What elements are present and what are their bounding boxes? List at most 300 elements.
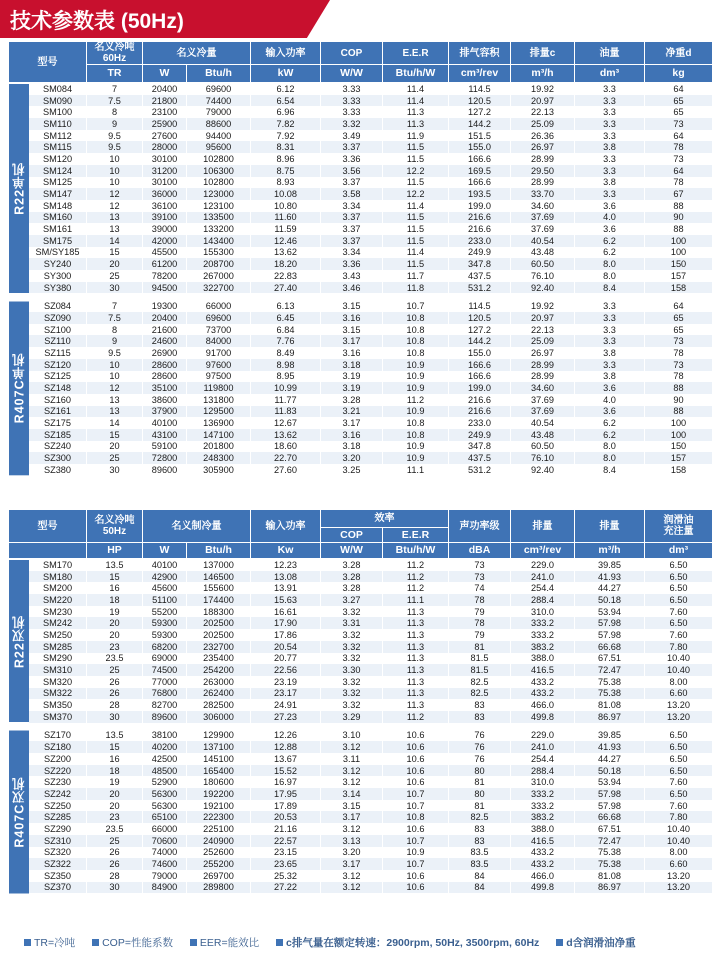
value-cell: 6.50	[645, 559, 713, 571]
value-cell: 8.98	[251, 359, 321, 371]
value-cell: 40.54	[511, 235, 575, 247]
model-cell: SM120	[29, 153, 87, 165]
value-cell: 7.76	[251, 335, 321, 347]
value-cell: 53.94	[575, 776, 645, 788]
value-cell: 88	[645, 382, 713, 394]
value-cell: 3.32	[321, 653, 383, 665]
model-cell: SM370	[29, 711, 87, 723]
table-row	[9, 417, 713, 429]
header-displacement: 排量	[511, 510, 575, 543]
value-cell: 11.5	[383, 223, 449, 235]
value-cell: 3.32	[321, 676, 383, 688]
value-cell: 383.2	[511, 811, 575, 823]
group-separator	[9, 293, 713, 300]
value-cell: 249.9	[449, 247, 511, 259]
value-cell: 6.84	[251, 324, 321, 336]
value-cell: 333.2	[511, 800, 575, 812]
value-cell: 28600	[143, 359, 187, 371]
value-cell: 12	[87, 200, 143, 212]
table-row	[9, 282, 713, 294]
value-cell: 150	[645, 258, 713, 270]
value-cell: 78	[645, 141, 713, 153]
value-cell: 22.83	[251, 270, 321, 282]
footnotes	[24, 935, 714, 949]
value-cell: 3.28	[321, 571, 383, 583]
value-cell: 151.5	[449, 130, 511, 142]
bullet-square-icon	[276, 939, 283, 946]
value-cell: 57.98	[575, 800, 645, 812]
value-cell: 20.97	[511, 95, 575, 107]
value-cell: 11.77	[251, 394, 321, 406]
value-cell: 94500	[143, 282, 187, 294]
value-cell: 20400	[143, 312, 187, 324]
value-cell: 10.9	[383, 847, 449, 859]
value-cell: 30	[87, 711, 143, 723]
value-cell: 3.16	[321, 347, 383, 359]
value-cell: 233.0	[449, 235, 511, 247]
table-row	[9, 212, 713, 224]
value-cell: 13.67	[251, 753, 321, 765]
value-cell: 20.53	[251, 811, 321, 823]
value-cell: 26	[87, 688, 143, 700]
value-cell: 74500	[143, 664, 187, 676]
model-cell: SY380	[29, 282, 87, 294]
value-cell: 433.2	[511, 858, 575, 870]
table-row	[9, 882, 713, 894]
value-cell: 208700	[187, 258, 251, 270]
value-cell: 11.4	[383, 247, 449, 259]
value-cell: 269700	[187, 870, 251, 882]
model-cell: SY240	[29, 258, 87, 270]
value-cell: 12.46	[251, 235, 321, 247]
value-cell: 88	[645, 223, 713, 235]
table-row	[9, 699, 713, 711]
model-cell: SM147	[29, 188, 87, 200]
value-cell: 33.70	[511, 188, 575, 200]
refrigerant-group-label: R22双机	[9, 559, 29, 723]
value-cell: 37.69	[511, 212, 575, 224]
value-cell: 3.3	[575, 106, 645, 118]
header-flow: 排量c	[511, 42, 575, 65]
value-cell: 82.5	[449, 811, 511, 823]
value-cell: 144.2	[449, 335, 511, 347]
value-cell: 21800	[143, 95, 187, 107]
value-cell: 16.61	[251, 606, 321, 618]
table-row	[9, 858, 713, 870]
value-cell: 17.86	[251, 629, 321, 641]
value-cell: 17.89	[251, 800, 321, 812]
table-row	[9, 141, 713, 153]
table-row	[9, 688, 713, 700]
value-cell: 37.69	[511, 406, 575, 418]
value-cell: 10.40	[645, 823, 713, 835]
value-cell: 91700	[187, 347, 251, 359]
value-cell: 60.50	[511, 258, 575, 270]
table-row	[9, 106, 713, 118]
value-cell: 10.9	[383, 452, 449, 464]
value-cell: 13	[87, 223, 143, 235]
value-cell: 347.8	[449, 258, 511, 270]
value-cell: 27600	[143, 130, 187, 142]
value-cell: 127.2	[449, 324, 511, 336]
table-row	[9, 653, 713, 665]
value-cell: 16.97	[251, 776, 321, 788]
value-cell: 26	[87, 847, 143, 859]
value-cell: 10	[87, 165, 143, 177]
value-cell: 3.15	[321, 324, 383, 336]
model-cell: SM320	[29, 676, 87, 688]
value-cell: 42000	[143, 235, 187, 247]
value-cell: 114.5	[449, 83, 511, 95]
value-cell: 3.37	[321, 212, 383, 224]
value-cell: 26900	[143, 347, 187, 359]
unit-kw: kW	[251, 65, 321, 83]
value-cell: 20	[87, 629, 143, 641]
value-cell: 8.00	[645, 847, 713, 859]
table-row	[9, 394, 713, 406]
value-cell: 229.0	[511, 559, 575, 571]
value-cell: 40100	[143, 417, 187, 429]
value-cell: 13.20	[645, 699, 713, 711]
header-net-weight: 净重d	[645, 42, 713, 65]
value-cell: 8.0	[575, 270, 645, 282]
value-cell: 13.5	[87, 730, 143, 742]
value-cell: 3.49	[321, 130, 383, 142]
value-cell: 143400	[187, 235, 251, 247]
value-cell: 3.13	[321, 835, 383, 847]
value-cell: 83	[449, 835, 511, 847]
value-cell: 174400	[187, 594, 251, 606]
separator-cell	[9, 293, 713, 300]
value-cell: 35100	[143, 382, 187, 394]
value-cell: 26	[87, 676, 143, 688]
value-cell: 3.6	[575, 406, 645, 418]
value-cell: 10	[87, 359, 143, 371]
value-cell: 76	[449, 753, 511, 765]
value-cell: 40.54	[511, 417, 575, 429]
value-cell: 3.6	[575, 200, 645, 212]
value-cell: 74400	[187, 95, 251, 107]
value-cell: 158	[645, 282, 713, 294]
value-cell: 531.2	[449, 464, 511, 476]
value-cell: 289800	[187, 882, 251, 894]
table-row	[9, 730, 713, 742]
value-cell: 114.5	[449, 300, 511, 312]
value-cell: 499.8	[511, 711, 575, 723]
unit-btuh: Btu/h	[187, 65, 251, 83]
value-cell: 6.2	[575, 247, 645, 259]
value-cell: 7.5	[87, 312, 143, 324]
header-eer: E.E.R	[383, 42, 449, 65]
value-cell: 37.69	[511, 394, 575, 406]
value-cell: 19300	[143, 300, 187, 312]
value-cell: 10.8	[383, 811, 449, 823]
value-cell: 28.99	[511, 177, 575, 189]
unit-m3h: m³/h	[575, 543, 645, 559]
value-cell: 6.50	[645, 594, 713, 606]
value-cell: 232700	[187, 641, 251, 653]
value-cell: 82700	[143, 699, 187, 711]
model-cell: SZ120	[29, 359, 87, 371]
unit-kw: Kw	[251, 543, 321, 559]
value-cell: 169.5	[449, 165, 511, 177]
value-cell: 82.5	[449, 688, 511, 700]
value-cell: 3.6	[575, 223, 645, 235]
model-cell: SM090	[29, 95, 87, 107]
model-cell: SM160	[29, 212, 87, 224]
value-cell: 157	[645, 452, 713, 464]
model-cell: SZ160	[29, 394, 87, 406]
value-cell: 100	[645, 247, 713, 259]
value-cell: 27.23	[251, 711, 321, 723]
value-cell: 89600	[143, 711, 187, 723]
header-input-power: 输入功率	[251, 510, 321, 543]
value-cell: 11.3	[383, 664, 449, 676]
value-cell: 6.50	[645, 617, 713, 629]
value-cell: 3.32	[321, 688, 383, 700]
value-cell: 7.80	[645, 811, 713, 823]
value-cell: 88	[645, 406, 713, 418]
value-cell: 79	[449, 629, 511, 641]
unit-ww: W/W	[321, 65, 383, 83]
value-cell: 20	[87, 788, 143, 800]
value-cell: 9	[87, 118, 143, 130]
value-cell: 24600	[143, 335, 187, 347]
value-cell: 19	[87, 776, 143, 788]
value-cell: 78200	[143, 270, 187, 282]
value-cell: 146500	[187, 571, 251, 583]
value-cell: 6.45	[251, 312, 321, 324]
model-cell: SM100	[29, 106, 87, 118]
value-cell: 15	[87, 741, 143, 753]
value-cell: 241.0	[511, 571, 575, 583]
value-cell: 3.32	[321, 699, 383, 711]
value-cell: 333.2	[511, 629, 575, 641]
value-cell: 8.4	[575, 464, 645, 476]
value-cell: 79000	[143, 870, 187, 882]
model-cell: SZ380	[29, 464, 87, 476]
model-cell: SM290	[29, 653, 87, 665]
value-cell: 3.46	[321, 282, 383, 294]
value-cell: 3.32	[321, 629, 383, 641]
value-cell: 166.6	[449, 177, 511, 189]
table-row	[9, 464, 713, 476]
value-cell: 3.30	[321, 664, 383, 676]
value-cell: 25900	[143, 118, 187, 130]
value-cell: 10.40	[645, 664, 713, 676]
value-cell: 254.4	[511, 753, 575, 765]
value-cell: 28	[87, 870, 143, 882]
unit-w: W	[143, 65, 187, 83]
value-cell: 3.37	[321, 235, 383, 247]
value-cell: 10.6	[383, 823, 449, 835]
value-cell: 28	[87, 699, 143, 711]
value-cell: 19.92	[511, 300, 575, 312]
value-cell: 81.5	[449, 653, 511, 665]
value-cell: 11.4	[383, 95, 449, 107]
value-cell: 6.50	[645, 571, 713, 583]
value-cell: 3.16	[321, 429, 383, 441]
table-row	[9, 382, 713, 394]
value-cell: 25.32	[251, 870, 321, 882]
value-cell: 3.20	[321, 452, 383, 464]
value-cell: 57.98	[575, 629, 645, 641]
value-cell: 34.60	[511, 382, 575, 394]
value-cell: 88	[645, 200, 713, 212]
unit-blank	[9, 543, 87, 559]
value-cell: 39100	[143, 212, 187, 224]
table-row	[9, 776, 713, 788]
value-cell: 59300	[143, 629, 187, 641]
model-cell: SZ115	[29, 347, 87, 359]
value-cell: 60.50	[511, 441, 575, 453]
value-cell: 145100	[187, 753, 251, 765]
table-row	[9, 406, 713, 418]
value-cell: 15.63	[251, 594, 321, 606]
value-cell: 20	[87, 441, 143, 453]
value-cell: 100	[645, 417, 713, 429]
value-cell: 21600	[143, 324, 187, 336]
value-cell: 27.60	[251, 464, 321, 476]
value-cell: 75.38	[575, 676, 645, 688]
value-cell: 74000	[143, 847, 187, 859]
table-row	[9, 371, 713, 383]
value-cell: 50.18	[575, 594, 645, 606]
value-cell: 66.68	[575, 811, 645, 823]
value-cell: 64	[645, 165, 713, 177]
table-row	[9, 870, 713, 882]
value-cell: 288.4	[511, 765, 575, 777]
table-row	[9, 741, 713, 753]
value-cell: 40200	[143, 741, 187, 753]
table-row	[9, 165, 713, 177]
value-cell: 19	[87, 606, 143, 618]
value-cell: 499.8	[511, 882, 575, 894]
value-cell: 41.93	[575, 741, 645, 753]
model-cell: SM250	[29, 629, 87, 641]
value-cell: 12.23	[251, 559, 321, 571]
table-row	[9, 312, 713, 324]
model-cell: SZ161	[29, 406, 87, 418]
model-cell: SM180	[29, 571, 87, 583]
value-cell: 10.8	[383, 417, 449, 429]
value-cell: 65	[645, 106, 713, 118]
bullet-square-icon	[24, 939, 31, 946]
value-cell: 10.6	[383, 741, 449, 753]
value-cell: 202500	[187, 617, 251, 629]
value-cell: 282500	[187, 699, 251, 711]
value-cell: 3.36	[321, 258, 383, 270]
table-row	[9, 118, 713, 130]
value-cell: 7.92	[251, 130, 321, 142]
value-cell: 12	[87, 382, 143, 394]
table-row	[9, 223, 713, 235]
value-cell: 26.97	[511, 347, 575, 359]
bullet-square-icon	[556, 939, 563, 946]
value-cell: 83	[449, 823, 511, 835]
value-cell: 11.3	[383, 617, 449, 629]
model-cell: SZ285	[29, 811, 87, 823]
model-cell: SM110	[29, 118, 87, 130]
value-cell: 79	[449, 606, 511, 618]
value-cell: 3.12	[321, 741, 383, 753]
value-cell: 3.3	[575, 83, 645, 95]
value-cell: 3.19	[321, 371, 383, 383]
value-cell: 3.33	[321, 95, 383, 107]
value-cell: 48500	[143, 765, 187, 777]
value-cell: 18.60	[251, 441, 321, 453]
value-cell: 3.28	[321, 582, 383, 594]
value-cell: 9.5	[87, 130, 143, 142]
value-cell: 10.40	[645, 653, 713, 665]
value-cell: 81.08	[575, 699, 645, 711]
value-cell: 25	[87, 452, 143, 464]
value-cell: 3.31	[321, 617, 383, 629]
value-cell: 3.3	[575, 118, 645, 130]
value-cell: 306000	[187, 711, 251, 723]
table-row	[9, 835, 713, 847]
value-cell: 3.3	[575, 335, 645, 347]
value-cell: 11.5	[383, 258, 449, 270]
value-cell: 9.5	[87, 141, 143, 153]
model-cell: SZ084	[29, 300, 87, 312]
value-cell: 72.47	[575, 664, 645, 676]
value-cell: 4.0	[575, 212, 645, 224]
table-row	[9, 641, 713, 653]
header-oil: 油量	[575, 42, 645, 65]
value-cell: 13.5	[87, 559, 143, 571]
model-cell: SZ242	[29, 788, 87, 800]
value-cell: 6.2	[575, 417, 645, 429]
value-cell: 136900	[187, 417, 251, 429]
value-cell: 76.10	[511, 452, 575, 464]
unit-w: W	[143, 543, 187, 559]
value-cell: 23	[87, 811, 143, 823]
value-cell: 11.9	[383, 130, 449, 142]
value-cell: 11.5	[383, 235, 449, 247]
value-cell: 13	[87, 406, 143, 418]
table-row	[9, 247, 713, 259]
value-cell: 10.8	[383, 335, 449, 347]
value-cell: 73	[645, 153, 713, 165]
value-cell: 10.6	[383, 730, 449, 742]
value-cell: 97600	[187, 359, 251, 371]
model-cell: SZ250	[29, 800, 87, 812]
value-cell: 30100	[143, 153, 187, 165]
value-cell: 23.19	[251, 676, 321, 688]
value-cell: 74	[449, 582, 511, 594]
value-cell: 70600	[143, 835, 187, 847]
value-cell: 20	[87, 258, 143, 270]
value-cell: 51100	[143, 594, 187, 606]
value-cell: 188300	[187, 606, 251, 618]
bullet-square-icon	[92, 939, 99, 946]
value-cell: 123100	[187, 200, 251, 212]
model-cell: SZ200	[29, 753, 87, 765]
value-cell: 7.80	[645, 641, 713, 653]
value-cell: 3.3	[575, 324, 645, 336]
value-cell: 240900	[187, 835, 251, 847]
model-cell: SM350	[29, 699, 87, 711]
model-cell: SM310	[29, 664, 87, 676]
value-cell: 147100	[187, 429, 251, 441]
value-cell: 24.91	[251, 699, 321, 711]
value-cell: 28.99	[511, 359, 575, 371]
value-cell: 86.97	[575, 711, 645, 723]
value-cell: 11.3	[383, 641, 449, 653]
value-cell: 133500	[187, 212, 251, 224]
value-cell: 233.0	[449, 417, 511, 429]
